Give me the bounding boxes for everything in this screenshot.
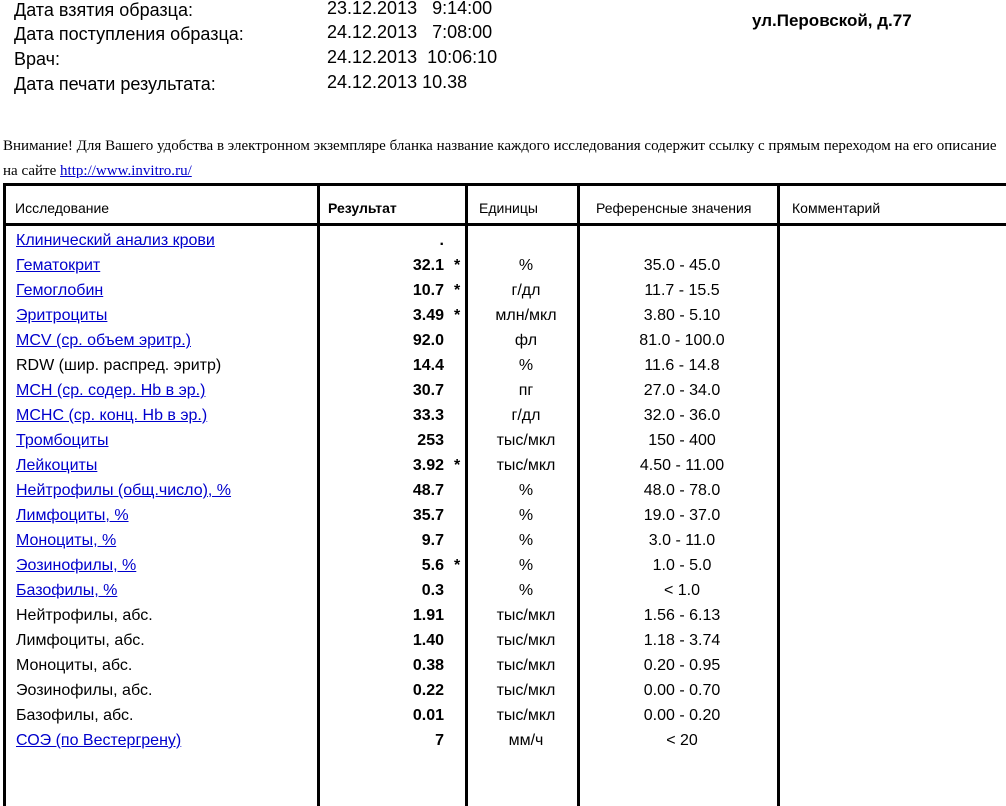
test-name-link[interactable]: MCH (ср. содер. Hb в эр.) bbox=[16, 382, 206, 399]
test-name bbox=[16, 478, 231, 503]
sample-taken-label: Дата взятия образца: bbox=[14, 0, 193, 20]
result-value: 30.7 bbox=[412, 382, 444, 399]
units-value: тыс/мкл bbox=[496, 457, 556, 474]
reference-range: 11.6 - 14.8 bbox=[644, 357, 720, 374]
result-value: 1.91 bbox=[412, 607, 444, 624]
reference-range: 0.20 - 0.95 bbox=[643, 657, 721, 674]
test-name: Моноциты, абс. bbox=[16, 657, 133, 674]
result-value: 1.40 bbox=[412, 632, 444, 649]
table-row bbox=[6, 603, 1006, 628]
test-name bbox=[16, 328, 191, 353]
out-of-range-flag: * bbox=[454, 282, 461, 299]
test-name: RDW (шир. распред. эритр) bbox=[16, 357, 222, 374]
sample-received-value: 24.12.2013 7:08:00 bbox=[327, 22, 493, 42]
table-row bbox=[6, 278, 1006, 303]
test-name-link[interactable]: Эозинофилы, % bbox=[16, 557, 137, 574]
test-name-link[interactable]: СОЭ (по Вестергрену) bbox=[16, 732, 182, 749]
reference-range: < 20 bbox=[666, 732, 698, 749]
test-name-link[interactable]: Эритроциты bbox=[16, 307, 108, 324]
table-row bbox=[6, 478, 1006, 503]
table-row bbox=[6, 378, 1006, 403]
result-value: 0.3 bbox=[421, 582, 444, 599]
units-value: пг bbox=[518, 382, 534, 399]
units-value: тыс/мкл bbox=[496, 607, 556, 624]
test-name-link[interactable]: Гематокрит bbox=[16, 257, 101, 274]
reference-range: 32.0 - 36.0 bbox=[643, 407, 721, 424]
test-name bbox=[16, 578, 117, 603]
test-name: Нейтрофилы, абс. bbox=[16, 607, 153, 624]
result-value: 3.92 bbox=[412, 457, 444, 474]
col-header-comment: Комментарий bbox=[792, 200, 881, 216]
out-of-range-flag: * bbox=[454, 307, 461, 324]
col-header-units: Единицы bbox=[479, 200, 538, 216]
result-value: 0.38 bbox=[412, 657, 444, 674]
table-row bbox=[6, 403, 1006, 428]
reference-range: 81.0 - 100.0 bbox=[639, 332, 725, 349]
table-row bbox=[6, 303, 1006, 328]
test-name bbox=[16, 728, 181, 753]
notice-body: Внимание! Для Вашего удобства в электронном экземпляре бланка название каждого исследования содержит ссылку с прямым переходом на его описание на сайте bbox=[3, 138, 997, 179]
test-name bbox=[16, 253, 100, 278]
test-name bbox=[16, 453, 97, 478]
doctor-label: Врач: bbox=[14, 49, 61, 69]
test-name-link[interactable]: Тромбоциты bbox=[16, 432, 109, 449]
units-value: % bbox=[518, 557, 534, 574]
reference-range: 4.50 - 11.00 bbox=[639, 457, 725, 474]
out-of-range-flag: * bbox=[454, 557, 461, 574]
print-date-label: Дата печати результата: bbox=[14, 74, 216, 94]
result-value: 3.49 bbox=[412, 307, 444, 324]
table-row bbox=[6, 328, 1006, 353]
table-row bbox=[6, 228, 1006, 253]
result-value: 35.7 bbox=[412, 507, 444, 524]
reference-range: 150 - 400 bbox=[648, 432, 716, 449]
table-row bbox=[6, 253, 1006, 278]
units-value: % bbox=[518, 357, 534, 374]
test-name bbox=[16, 228, 215, 253]
result-value: . bbox=[439, 232, 444, 249]
units-value: % bbox=[518, 532, 534, 549]
test-name: Лимфоциты, абс. bbox=[16, 632, 145, 649]
test-name-link[interactable]: MCV (ср. объем эритр.) bbox=[16, 332, 191, 349]
doctor-value: 24.12.2013 10:06:10 bbox=[327, 47, 498, 67]
units-value: % bbox=[518, 507, 534, 524]
result-value: 253 bbox=[417, 432, 444, 449]
test-name bbox=[16, 303, 107, 328]
units-value: млн/мкл bbox=[495, 307, 557, 324]
table-row bbox=[6, 578, 1006, 603]
table-row bbox=[6, 428, 1006, 453]
sample-received-label: Дата поступления образца: bbox=[14, 24, 244, 44]
lab-address: ул.Перовской, д.77 bbox=[752, 11, 912, 30]
units-value: % bbox=[518, 582, 534, 599]
test-name-link[interactable]: Клинический анализ крови bbox=[16, 232, 215, 249]
result-value: 48.7 bbox=[412, 482, 444, 499]
reference-range: 19.0 - 37.0 bbox=[643, 507, 721, 524]
reference-range: 48.0 - 78.0 bbox=[643, 482, 721, 499]
test-name: Базофилы, абс. bbox=[16, 707, 134, 724]
col-header-reference: Референсные значения bbox=[596, 200, 752, 216]
test-name bbox=[16, 378, 205, 403]
result-value: 14.4 bbox=[412, 357, 444, 374]
result-value: 5.6 bbox=[421, 557, 444, 574]
test-name bbox=[16, 528, 116, 553]
table-row bbox=[6, 453, 1006, 478]
table-row bbox=[6, 678, 1006, 703]
units-value: тыс/мкл bbox=[496, 707, 556, 724]
test-name-link[interactable]: Лимфоциты, % bbox=[16, 507, 129, 524]
units-value: тыс/мкл bbox=[496, 682, 556, 699]
out-of-range-flag: * bbox=[454, 457, 461, 474]
test-name bbox=[16, 403, 207, 428]
result-value: 32.1 bbox=[412, 257, 444, 274]
units-value: % bbox=[518, 482, 534, 499]
table-row bbox=[6, 728, 1006, 753]
test-name-link[interactable]: Моноциты, % bbox=[16, 532, 117, 549]
table-row bbox=[6, 703, 1006, 728]
table-row bbox=[6, 653, 1006, 678]
test-name-link[interactable]: Нейтрофилы (общ.число), % bbox=[16, 482, 232, 499]
units-value: г/дл bbox=[511, 282, 541, 299]
units-value: тыс/мкл bbox=[496, 432, 556, 449]
reference-range: 0.00 - 0.70 bbox=[643, 682, 721, 699]
result-value: 92.0 bbox=[412, 332, 444, 349]
invitro-link[interactable]: http://www.invitro.ru/ bbox=[60, 163, 192, 179]
sample-taken-value: 23.12.2013 9:14:00 bbox=[327, 0, 493, 18]
reference-range: 35.0 - 45.0 bbox=[643, 257, 721, 274]
units-value: % bbox=[518, 257, 534, 274]
table-row bbox=[6, 553, 1006, 578]
table-row bbox=[6, 528, 1006, 553]
reference-range: 1.56 - 6.13 bbox=[643, 607, 721, 624]
result-value: 9.7 bbox=[421, 532, 444, 549]
test-name bbox=[16, 428, 108, 453]
result-value: 10.7 bbox=[412, 282, 444, 299]
col-header-result: Результат bbox=[328, 200, 397, 216]
out-of-range-flag: * bbox=[454, 257, 461, 274]
reference-range: 0.00 - 0.20 bbox=[643, 707, 721, 724]
test-name bbox=[16, 553, 136, 578]
result-value: 0.01 bbox=[412, 707, 444, 724]
test-name bbox=[16, 503, 129, 528]
col-header-test: Исследование bbox=[15, 200, 110, 216]
print-date-value: 24.12.2013 10.38 bbox=[327, 72, 468, 92]
test-name-link[interactable]: Лейкоциты bbox=[16, 457, 98, 474]
units-value: тыс/мкл bbox=[496, 632, 556, 649]
units-value: тыс/мкл bbox=[496, 657, 556, 674]
units-value: фл bbox=[514, 332, 538, 349]
results-table bbox=[3, 183, 1006, 806]
test-name: Эозинофилы, абс. bbox=[16, 682, 153, 699]
result-value: 0.22 bbox=[412, 682, 444, 699]
test-name-link[interactable]: Базофилы, % bbox=[16, 582, 118, 599]
units-value: мм/ч bbox=[508, 732, 544, 749]
reference-range: 1.18 - 3.74 bbox=[643, 632, 721, 649]
reference-range: 1.0 - 5.0 bbox=[652, 557, 712, 574]
test-name bbox=[16, 278, 103, 303]
reference-range: 3.80 - 5.10 bbox=[643, 307, 721, 324]
reference-range: 3.0 - 11.0 bbox=[648, 532, 716, 549]
result-value: 33.3 bbox=[412, 407, 444, 424]
table-row bbox=[6, 503, 1006, 528]
test-name-link[interactable]: Гемоглобин bbox=[16, 282, 104, 299]
header-divider bbox=[6, 223, 1006, 226]
table-row bbox=[6, 628, 1006, 653]
reference-range: 11.7 - 15.5 bbox=[644, 282, 720, 299]
reference-range: < 1.0 bbox=[663, 582, 701, 599]
notice-text bbox=[3, 134, 1006, 184]
units-value: г/дл bbox=[511, 407, 541, 424]
reference-range: 27.0 - 34.0 bbox=[643, 382, 721, 399]
result-value: 7 bbox=[435, 732, 444, 749]
table-row bbox=[6, 353, 1006, 378]
test-name-link[interactable]: MCHC (ср. конц. Hb в эр.) bbox=[16, 407, 208, 424]
